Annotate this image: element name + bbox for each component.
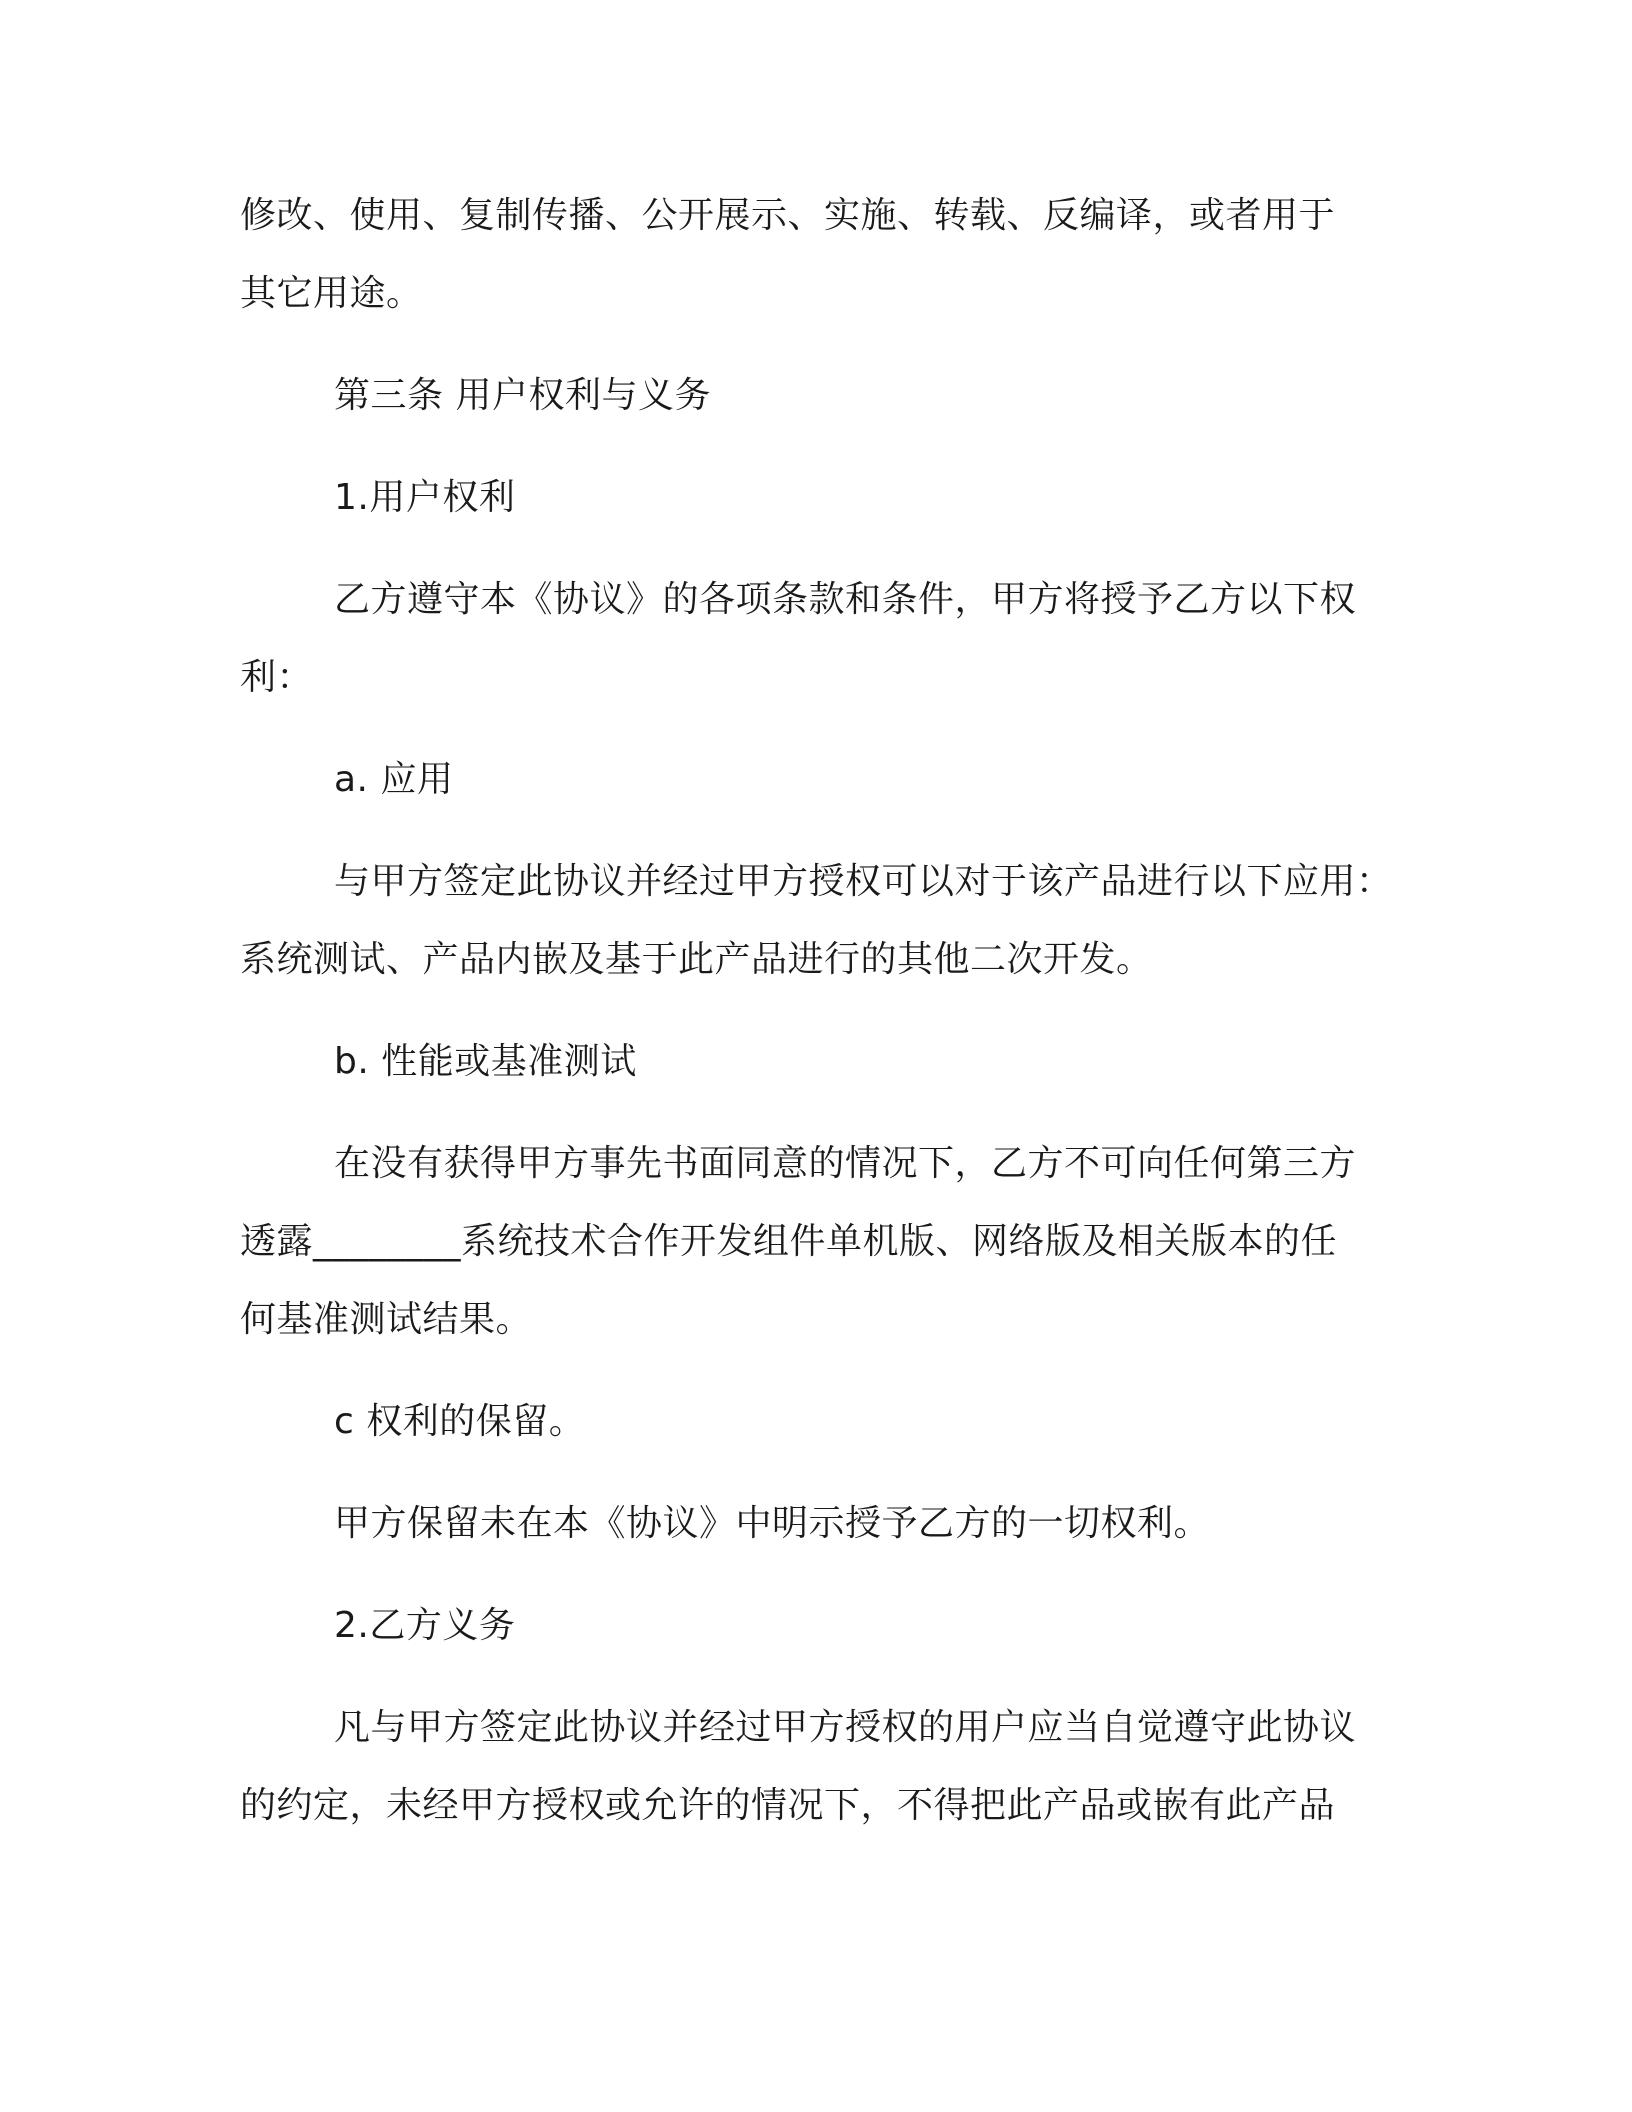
paragraph-line: 何基准测试结果。 bbox=[240, 1299, 533, 1340]
paragraph-line: 与甲方签定此协议并经过甲方授权可以对于该产品进行以下应用： bbox=[334, 861, 1393, 902]
subsection-heading: 1.用户权利 bbox=[334, 477, 516, 518]
item-heading: c 权利的保留。 bbox=[334, 1401, 586, 1442]
paragraph-line: 凡与甲方签定此协议并经过甲方授权的用户应当自觉遵守此协议 bbox=[334, 1707, 1357, 1748]
item-heading: a. 应用 bbox=[334, 759, 454, 800]
paragraph-line: 乙方遵守本《协议》的各项条款和条件，甲方将授予乙方以下权 bbox=[334, 579, 1357, 620]
paragraph-line: 系统测试、产品内嵌及基于此产品进行的其他二次开发。 bbox=[240, 939, 1153, 980]
paragraph-line: 利： bbox=[240, 657, 314, 698]
subsection-heading: 2.乙方义务 bbox=[334, 1605, 516, 1646]
item-heading: b. 性能或基准测试 bbox=[334, 1041, 637, 1082]
paragraph-line: 修改、使用、复制传播、公开展示、实施、转载、反编译，或者用于 bbox=[240, 195, 1336, 236]
paragraph-line: 透露________系统技术合作开发组件单机版、网络版及相关版本的任 bbox=[240, 1221, 1338, 1262]
section-heading: 第三条 用户权利与义务 bbox=[334, 375, 711, 416]
paragraph-line: 在没有获得甲方事先书面同意的情况下，乙方不可向任何第三方 bbox=[334, 1143, 1357, 1184]
paragraph-line: 甲方保留未在本《协议》中明示授予乙方的一切权利。 bbox=[334, 1503, 1211, 1544]
paragraph-line: 其它用途。 bbox=[240, 273, 423, 314]
paragraph-line: 的约定，未经甲方授权或允许的情况下，不得把此产品或嵌有此产品 bbox=[240, 1785, 1336, 1826]
